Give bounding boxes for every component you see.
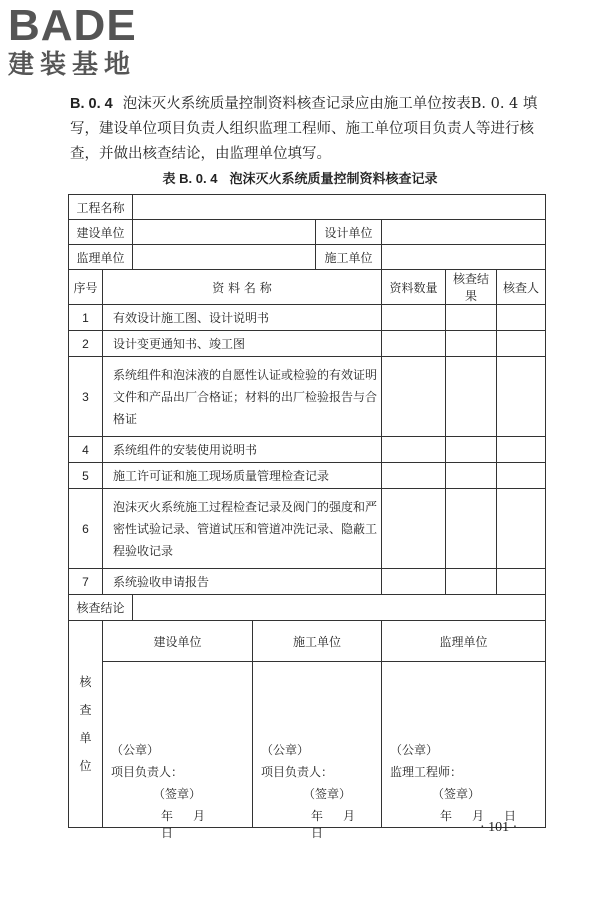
signature-block-build[interactable] [103, 621, 253, 840]
date-label: 年 月日 [311, 809, 356, 840]
role-label: 项目负责人： [111, 765, 184, 779]
logo [8, 1, 178, 86]
logo-word: BADE [8, 1, 137, 50]
col-qty: 资料数量 [382, 270, 446, 305]
item-checker[interactable] [497, 569, 546, 595]
item-number: 4 [69, 437, 103, 463]
item-number: 5 [69, 463, 103, 489]
item-number: 1 [69, 305, 103, 331]
item-name: 系统验收申请报告 [103, 569, 382, 595]
date-label: 年 月日 [161, 809, 206, 840]
item-result[interactable] [446, 357, 497, 437]
item-result[interactable] [446, 305, 497, 331]
construction-unit-label: 施工单位 [316, 245, 382, 270]
record-table [68, 194, 546, 840]
item-result[interactable] [446, 489, 497, 569]
sign-label: （签章） [153, 787, 202, 801]
signature-block-construction[interactable] [253, 621, 382, 840]
section-number: B. 0. 4 [70, 96, 113, 112]
table-row [69, 331, 546, 357]
item-checker[interactable] [497, 489, 546, 569]
seal-label: （公章） [261, 743, 310, 757]
design-unit-value[interactable] [382, 220, 546, 245]
date-label: 年 月 日 [440, 809, 517, 823]
item-number: 3 [69, 357, 103, 437]
seal-label: （公章） [111, 743, 160, 757]
item-name: 系统组件和泡沫液的自愿性认证或检验的有效证明文件和产品出厂合格证；材料的出厂检验报告与合格证 [103, 357, 382, 437]
item-qty[interactable] [382, 331, 446, 357]
project-name-value[interactable] [133, 195, 546, 220]
item-checker[interactable] [497, 437, 546, 463]
sign-label: （签章） [432, 787, 481, 801]
signature-block-supervision[interactable] [382, 621, 546, 828]
table-row [69, 569, 546, 595]
construction-unit-value[interactable] [382, 245, 546, 270]
role-label: 监理工程师： [390, 765, 463, 779]
conclusion-value[interactable] [133, 595, 546, 621]
col-no: 序号 [69, 270, 103, 305]
table-number: 表 B. 0. 4 [162, 171, 218, 186]
row-supervision-construction [69, 245, 546, 270]
intro-text: 泡沫灭火系统质量控制资料核查记录应由施工单位按表B. 0. 4 填写，建设单位项目负责人组织监理工程师、施工单位项目负责人等进行核查，并做出核查结论，由监理单位填写。 [70, 96, 538, 162]
item-name: 系统组件的安装使用说明书 [103, 437, 382, 463]
row-conclusion [69, 595, 546, 621]
item-checker[interactable] [497, 331, 546, 357]
table-row [69, 463, 546, 489]
row-build-design [69, 220, 546, 245]
item-qty[interactable] [382, 357, 446, 437]
item-checker[interactable] [497, 305, 546, 331]
column-headers [69, 270, 546, 305]
item-number: 6 [69, 489, 103, 569]
item-qty[interactable] [382, 489, 446, 569]
design-unit-label: 设计单位 [316, 220, 382, 245]
item-number: 2 [69, 331, 103, 357]
item-qty[interactable] [382, 569, 446, 595]
sign-label: （签章） [303, 787, 352, 801]
check-unit-label: 核 查 单 位 [69, 621, 103, 828]
row-project-name [69, 195, 546, 220]
role-label: 项目负责人： [261, 765, 334, 779]
item-number: 7 [69, 569, 103, 595]
signature-unit: 施工单位 [293, 635, 342, 649]
item-qty[interactable] [382, 463, 446, 489]
item-checker[interactable] [497, 463, 546, 489]
table-row [69, 305, 546, 331]
row-signatures [69, 621, 546, 828]
project-name-label: 工程名称 [69, 195, 133, 220]
item-result[interactable] [446, 331, 497, 357]
item-qty[interactable] [382, 305, 446, 331]
item-result[interactable] [446, 437, 497, 463]
table-title: 泡沫灭火系统质量控制资料核查记录 [229, 172, 438, 187]
table-row [69, 489, 546, 569]
signature-unit: 监理单位 [439, 635, 488, 649]
item-name: 设计变更通知书、竣工图 [103, 331, 382, 357]
build-unit-value[interactable] [133, 220, 316, 245]
supervision-unit-value[interactable] [133, 245, 316, 270]
seal-label: （公章） [390, 743, 439, 757]
item-name: 有效设计施工图、设计说明书 [103, 305, 382, 331]
col-checker: 核查人 [497, 270, 546, 305]
build-unit-label: 建设单位 [69, 220, 133, 245]
conclusion-label: 核查结论 [69, 595, 133, 621]
item-checker[interactable] [497, 357, 546, 437]
table-row [69, 357, 546, 437]
signature-unit: 建设单位 [153, 635, 202, 649]
item-name: 施工许可证和施工现场质量管理检查记录 [103, 463, 382, 489]
col-result: 核查结果 [446, 270, 497, 305]
item-name: 泡沫灭火系统施工过程检查记录及阀门的强度和严密性试验记录、管道试压和管道冲洗记录、隐蔽工程验收记录 [103, 489, 382, 569]
item-qty[interactable] [382, 437, 446, 463]
table-row [69, 437, 546, 463]
logo-subtitle: 建装基地 [8, 50, 137, 80]
intro-paragraph [70, 92, 550, 167]
col-name: 资 料 名 称 [103, 270, 382, 305]
page-number: · 101 · [480, 820, 518, 835]
supervision-unit-label: 监理单位 [69, 245, 133, 270]
item-result[interactable] [446, 463, 497, 489]
table-caption [0, 168, 600, 187]
item-result[interactable] [446, 569, 497, 595]
